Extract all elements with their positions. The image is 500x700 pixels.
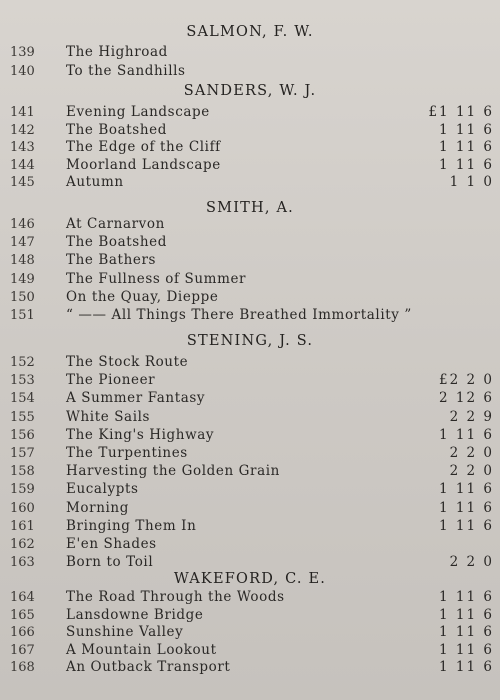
entry-number: 165: [10, 607, 35, 623]
entry-price: 1 11 6: [439, 589, 494, 605]
entry-price: 1 11 6: [439, 121, 494, 138]
entry-title: The Highroad: [66, 44, 168, 60]
entry-title: A Summer Fantasy: [66, 390, 206, 407]
entry-number: 148: [10, 253, 35, 269]
entry-title: “ —— All Things There Breathed Immortality ”: [66, 307, 412, 323]
catalogue-entry: [0, 354, 500, 371]
entry-price: 2 12 6: [439, 390, 494, 407]
entry-title: Evening Landscape: [66, 104, 210, 120]
catalogue-entry: [0, 289, 500, 306]
catalogue-entry: [0, 427, 500, 444]
catalogue-entry: [0, 216, 500, 233]
entry-title: Lansdowne Bridge: [66, 606, 204, 623]
entry-number: 145: [10, 175, 35, 191]
entry-number: 163: [10, 555, 35, 571]
entry-price: 1 11 6: [439, 481, 494, 498]
entry-title: To the Sandhills: [66, 62, 186, 79]
entry-title: Harvesting the Golden Grain: [66, 463, 280, 480]
entry-price: 1 11 6: [439, 139, 494, 156]
catalogue-entry: [0, 607, 500, 624]
entry-number: 142: [10, 122, 35, 138]
catalogue-entry: [0, 624, 500, 641]
entry-price: 1 11 6: [439, 606, 494, 623]
entry-title: The Edge of the Cliff: [66, 139, 221, 156]
entry-title: Eucalypts: [66, 481, 139, 498]
catalogue-entry: [0, 659, 500, 676]
artist-heading: SANDERS, W. J.: [183, 83, 317, 99]
entry-title: The Turpentines: [66, 445, 188, 461]
catalogue-entry: [0, 122, 500, 139]
catalogue-entry: [0, 518, 500, 535]
catalogue-entry: [0, 554, 500, 571]
entry-title: An Outback Transport: [66, 659, 231, 676]
entry-price: 1 11 6: [439, 426, 494, 443]
entry-title: The Fullness of Summer: [66, 270, 247, 287]
entry-title: The Bathers: [66, 252, 157, 269]
entry-number: 164: [10, 590, 35, 605]
entry-price: £2 2 0: [439, 372, 494, 389]
entry-price: 1 1 0: [449, 174, 494, 191]
catalogue-entry: [0, 390, 500, 407]
entry-price: 2 2 9: [449, 408, 494, 425]
entry-title: Sunshine Valley: [66, 624, 184, 641]
entry-title: Bringing Them In: [66, 517, 197, 534]
entry-title: On the Quay, Dieppe: [66, 288, 219, 305]
entry-number: 167: [10, 642, 35, 658]
entry-number: 162: [10, 537, 35, 552]
entry-title: Moorland Landscape: [66, 156, 221, 173]
catalogue-entry: [0, 271, 500, 288]
entry-number: 166: [10, 625, 35, 641]
entry-price: 1 11 6: [439, 517, 494, 534]
entry-number: 155: [10, 409, 35, 425]
entry-number: 168: [10, 660, 35, 676]
entry-price: 1 11 6: [439, 156, 494, 173]
catalogue-entry: [0, 139, 500, 156]
artist-heading: STENING, J. S.: [186, 333, 314, 349]
entry-price: 1 11 6: [439, 624, 494, 641]
entry-title: Autumn: [66, 174, 124, 191]
entry-number: 149: [10, 271, 35, 287]
entry-number: 150: [10, 289, 35, 305]
entry-number: 141: [10, 105, 35, 120]
entry-price: £1 11 6: [428, 104, 494, 120]
catalogue-entry: [0, 463, 500, 480]
entry-price: 2 2 0: [449, 445, 494, 461]
catalogue-entry: [0, 372, 500, 389]
entry-number: 156: [10, 427, 35, 443]
artist-heading: SALMON, F. W.: [186, 24, 314, 40]
entry-number: 147: [10, 235, 35, 251]
entry-number: 157: [10, 446, 35, 461]
entry-number: 139: [10, 45, 35, 60]
entry-price: 2 2 0: [449, 463, 494, 480]
catalogue-entry: [0, 481, 500, 498]
catalogue-entry: [0, 174, 500, 191]
catalogue-entry: [0, 252, 500, 269]
entry-number: 161: [10, 518, 35, 534]
entry-number: 153: [10, 373, 35, 389]
catalogue-entry: [0, 307, 500, 324]
entry-title: E'en Shades: [66, 536, 157, 552]
catalogue-entry: [0, 234, 500, 251]
catalogue-entry: [0, 104, 500, 121]
catalogue-entry: [0, 157, 500, 174]
entry-number: 144: [10, 157, 35, 173]
catalogue-entry: [0, 63, 500, 80]
entry-number: 158: [10, 464, 35, 480]
catalogue-entry: [0, 536, 500, 553]
entry-number: 160: [10, 500, 35, 516]
entry-number: 151: [10, 308, 35, 323]
entry-title: Morning: [66, 499, 129, 516]
entry-title: Born to Toil: [66, 554, 154, 571]
entry-number: 154: [10, 391, 35, 407]
catalogue-entry: [0, 589, 500, 606]
artist-heading: SMITH, A.: [206, 200, 294, 216]
entry-number: 152: [10, 355, 35, 370]
entry-title: The Boatshed: [66, 234, 167, 251]
entry-price: 2 2 0: [449, 554, 494, 571]
entry-number: 146: [10, 217, 35, 232]
catalogue-entry: [0, 642, 500, 659]
entry-price: 1 11 6: [439, 659, 494, 676]
entry-price: 1 11 6: [439, 641, 494, 658]
entry-title: The Road Through the Woods: [66, 589, 285, 605]
entry-title: The King's Highway: [66, 426, 215, 443]
entry-title: A Mountain Lookout: [66, 641, 217, 658]
entry-price: 1 11 6: [439, 499, 494, 516]
catalogue-entry: [0, 44, 500, 61]
entry-title: The Stock Route: [66, 354, 189, 370]
catalogue-entry: [0, 409, 500, 426]
entry-title: The Pioneer: [66, 372, 156, 389]
entry-number: 159: [10, 482, 35, 498]
catalogue-entry: [0, 500, 500, 517]
catalogue-entry: [0, 445, 500, 462]
artist-heading: WAKEFORD, C. E.: [173, 571, 327, 587]
entry-title: The Boatshed: [66, 121, 167, 138]
entry-number: 140: [10, 63, 35, 79]
entry-number: 143: [10, 140, 35, 156]
entry-title: At Carnarvon: [66, 216, 165, 232]
entry-title: White Sails: [66, 408, 151, 425]
